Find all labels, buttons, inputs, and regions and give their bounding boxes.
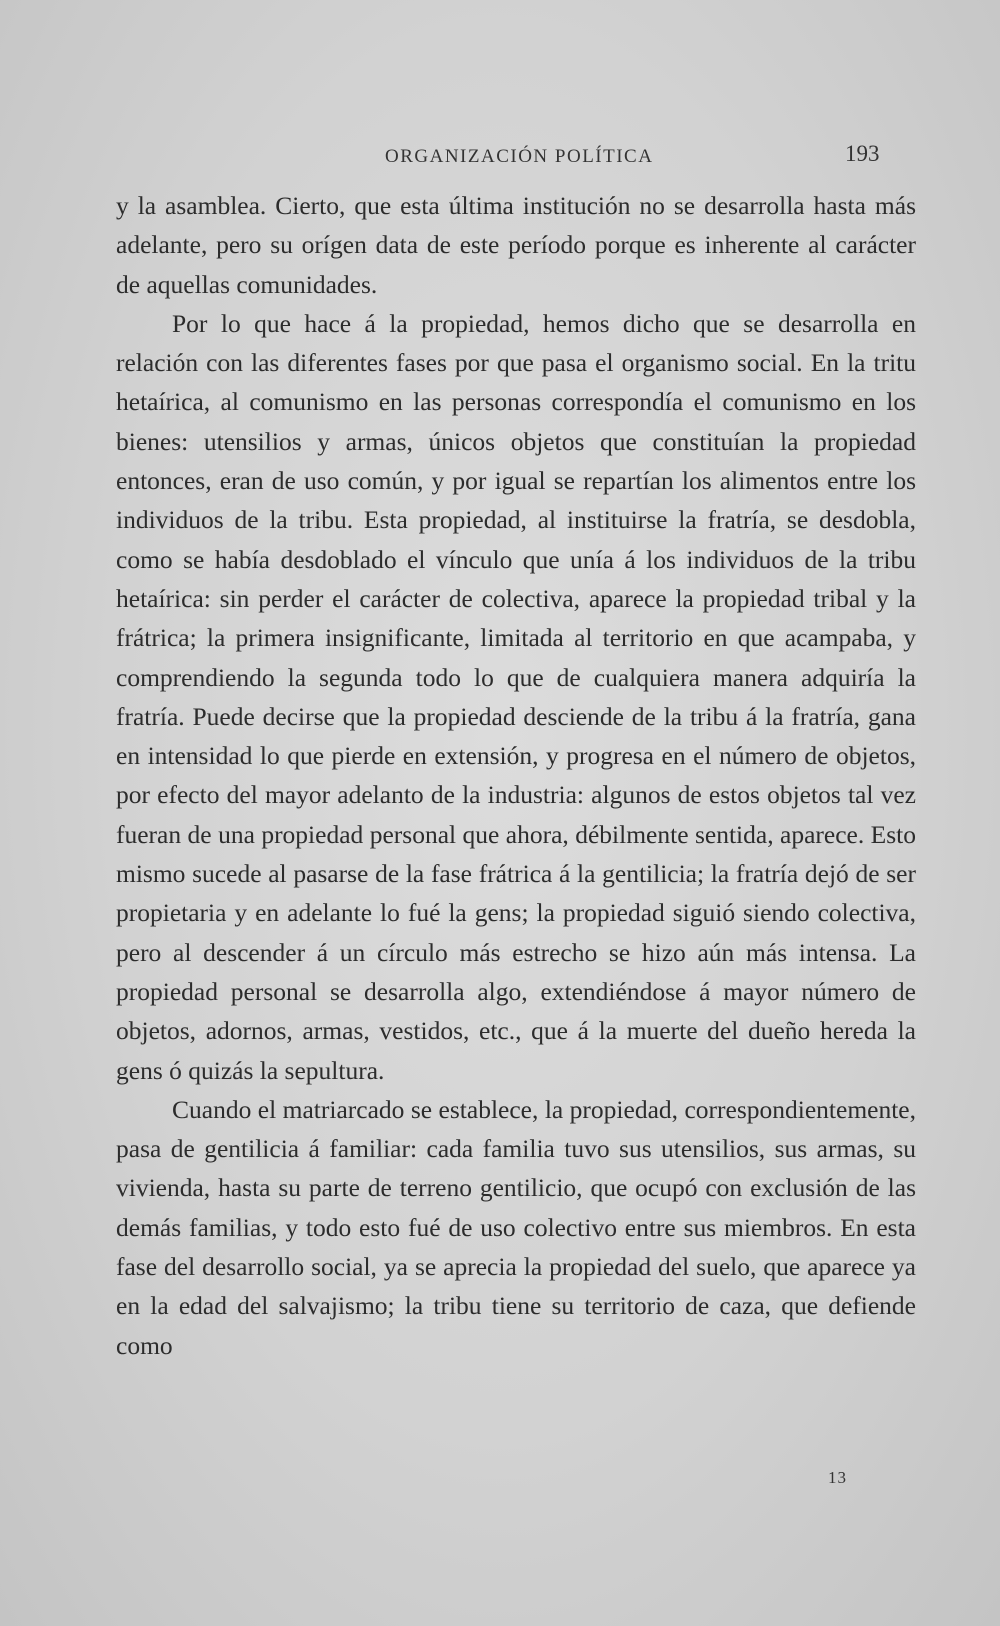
signature-mark: 13 — [828, 1468, 847, 1487]
running-title: ORGANIZACIÓN POLÍTICA — [385, 146, 654, 167]
paragraph: Cuando el matriarcado se establece, la propiedad, correspondientemente, pasa de gentilicia á familiar: cada familia tuvo sus utensilios, sus armas, su vivienda, hasta su parte de terreno gentilicio, que ocupó con exclusión de las demás familias, y todo esto fué de uso colectivo entre sus miembros. En esta fase del desarrollo social, ya se aprecia la propiedad del suelo, que aparece ya en la edad del salvajismo; la tribu tiene su territorio de caza, que defiende como — [116, 1094, 916, 1360]
page-number: 193 — [845, 141, 880, 166]
paragraph: Por lo que hace á la propiedad, hemos dicho que se desarrolla en relación con las diferentes fases por que pasa el organismo social. En la tritu hetaírica, al comunismo en las personas correspondía el comunismo en los bienes: utensilios y armas, únicos objetos que constituían la propiedad entonces, eran de uso común, y por igual se repartían los alimentos entre los individuos de la tribu. Esta propiedad, al instituirse la fratría, se desdobla, como se había desdoblado el vínculo que unía á los individuos de la tribu hetaírica: sin perder el carácter de colectiva, aparece la propiedad tribal y la frátrica; la primera insignificante, limitada al territorio en que acampaba, y comprendiendo la segunda todo lo que de cualquiera manera adquiría la fratría. Puede decirse que la propiedad desciende de la tribu á la fratría, gana en intensidad lo que pierde en extensión, y progresa en el número de objetos, por efecto del mayor adelanto de la industria: algunos de estos objetos tal vez fueran de una propiedad personal que ahora, débilmente sentida, aparece. Esto mismo sucede al pasarse de la fase frátrica á la gentilicia; la fratría dejó de ser propietaria y en adelante lo fué la gens; la propiedad siguió siendo colectiva, pero al descender á un círculo más estrecho se hizo aún más intensa. La propiedad personal se desarrolla algo, extendiéndose á mayor número de objetos, adornos, armas, vestidos, etc., que á la muerte del dueño hereda la gens ó quizás la sepultura. — [116, 308, 916, 1085]
body-text — [116, 186, 916, 1365]
paragraph: y la asamblea. Cierto, que esta última institución no se desarrolla hasta más adelante, pero su orígen data de este período porque es inherente al carácter de aquellas comunidades. — [116, 191, 916, 299]
